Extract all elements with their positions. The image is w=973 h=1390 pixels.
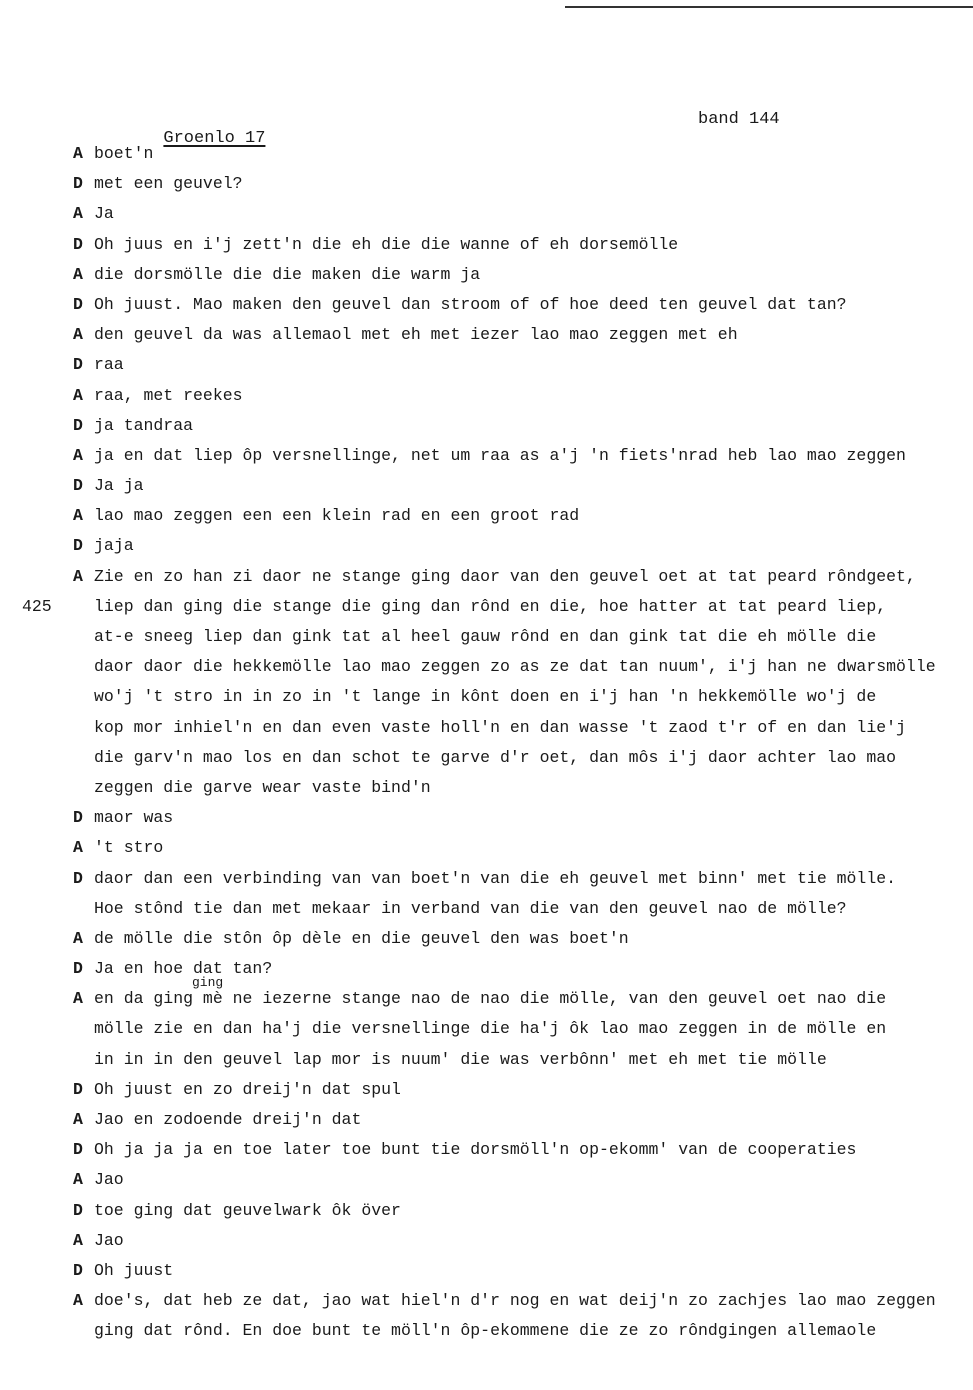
line-text: Ja en hoe dat tan? [94,959,273,979]
line-text: Oh juust. Mao maken den geuvel dan stroom of of hoe deed ten geuvel dat tan? [94,294,847,314]
transcript-line [0,381,973,411]
speaker-label: D [73,294,83,314]
speaker-label: A [73,385,83,405]
speaker-label: D [73,1200,83,1220]
transcript [0,139,973,1347]
speaker-label: A [73,445,83,465]
line-text: liep dan ging die stange die ging dan rônd en die, hoe hatter at tat peard liep, [94,596,887,616]
line-text: die dorsmölle die die maken die warm ja [94,264,481,284]
transcript-line [0,773,973,803]
line-text: lao mao zeggen een een klein rad en een groot rad [94,506,580,526]
transcript-line [0,139,973,169]
speaker-label: D [73,174,83,194]
line-text: Oh juus en i'j zett'n die eh die die wanne of eh dorsemölle [94,234,679,254]
line-text: toe ging dat geuvelwark ôk över [94,1200,401,1220]
speaker-label: A [73,838,83,858]
transcript-line [0,864,973,894]
line-text: boet'n [94,144,154,163]
speaker-label: D [73,1140,83,1160]
transcript-line [0,894,973,924]
speaker-label: D [73,355,83,375]
transcript-line [0,833,973,863]
transcript-line [0,1226,973,1256]
line-text: en da ging mè ne iezerne stange nao de nao die mölle, van den geuvel oet nao die [94,989,887,1009]
line-text: zeggen die garve wear vaste bind'n [94,777,431,797]
speaker-label: A [73,928,83,948]
speaker-label: A [73,989,83,1009]
line-text: met een geuvel? [94,174,243,194]
line-text: ja tandraa [94,415,194,435]
line-text: jaja [94,536,134,556]
line-text: Hoe stônd tie dan met mekaar in verband van die van den geuvel nao de mölle? [94,898,847,918]
transcript-line [0,531,973,561]
speaker-label: A [73,1230,83,1250]
line-text: Ja ja [94,476,144,496]
transcript-line [0,1256,973,1286]
transcript-line [0,471,973,501]
transcript-line [0,592,973,622]
transcript-line [0,260,973,290]
line-text: ja en dat liep ôp versnellinge, net um raa as a'j 'n fiets'nrad heb lao mao zeggen [94,445,906,465]
line-text: Ja [94,204,114,224]
speaker-label: D [73,1079,83,1099]
speaker-label: D [73,1260,83,1280]
speaker-label: A [73,144,83,163]
transcript-line [0,1135,973,1165]
line-text: at-e sneeg liep dan gink tat al heel gauw rônd en dan gink tat die eh mölle die [94,627,877,646]
transcript-line [0,350,973,380]
line-text: 't stro [94,838,164,858]
speaker-label: D [73,415,83,435]
transcript-line [0,954,973,991]
line-text: Zie en zo han zi daor ne stange ging daor van den geuvel oet at tat peard rôndgeet, [94,566,916,586]
line-text: de mölle die stôn ôp dèle en die geuvel den was boet'n [94,928,629,948]
transcript-line [0,622,973,652]
transcript-line [0,682,973,712]
line-text: Oh ja ja ja en toe later toe bunt tie dorsmöll'n op-ekomm' van de cooperaties [94,1140,857,1160]
line-text: raa, met reekes [94,385,243,405]
speaker-label: A [73,1110,83,1129]
line-text: Oh juust [94,1260,174,1280]
place-title: Groenlo 17 [163,129,266,148]
line-text: raa [94,355,124,375]
transcript-line [0,230,973,260]
line-text: Jao [94,1170,124,1190]
speaker-label: A [73,325,83,345]
transcript-line [0,501,973,531]
speaker-label: D [73,959,83,979]
line-text: maor was [94,808,174,828]
speaker-label: D [73,234,83,254]
transcript-line [0,199,973,229]
transcript-line [0,1165,973,1195]
transcript-line [0,1316,973,1346]
transcript-line [0,1196,973,1226]
transcript-line [0,1105,973,1135]
line-text: in in in den geuvel lap mor is nuum' die was verbônn' met eh met tie mölle [94,1049,827,1069]
line-text: Jao en zodoende dreij'n dat [94,1110,362,1129]
transcript-line [0,1286,973,1316]
header-band: band 144 [698,110,780,129]
transcript-line [0,169,973,199]
line-text: Oh juust en zo dreij'n dat spul [94,1079,401,1099]
speaker-label: D [73,868,83,888]
speaker-label: A [73,566,83,586]
line-text: mölle zie en dan ha'j die versnellinge die ha'j ôk lao mao zeggen in de mölle en [94,1019,887,1039]
line-text: daor daor die hekkemölle lao mao zeggen zo as ze dat tan nuum', i'j han ne dwarsmölle [94,657,936,677]
transcript-line [0,290,973,320]
speaker-label: A [73,506,83,526]
speaker-label: A [73,204,83,224]
line-text: die garv'n mao los en dan schot te garve d'r oet, dan môs i'j daor achter lao mao [94,747,897,767]
transcript-line [0,713,973,743]
transcript-line [0,562,973,592]
transcript-line [0,411,973,441]
line-text: daor dan een verbinding van van boet'n van die eh geuvel met binn' met tie mölle. [94,868,897,888]
transcript-line [0,924,973,954]
transcript-line [0,1045,973,1075]
speaker-label: D [73,808,83,828]
line-text: doe's, dat heb ze dat, jao wat hiel'n d'r nog en wat deij'n zo zachjes lao mao zeggen [94,1291,936,1311]
interlinear-insert: ging [192,975,224,991]
transcript-line [0,1075,973,1105]
line-text: kop mor inhiel'n en dan even vaste holl'n en dan wasse 't zaod t'r of en dan lie'j [94,717,906,737]
line-text: den geuvel da was allemaol met eh met iezer lao mao zeggen met eh [94,325,738,345]
line-text: wo'j 't stro in in zo in 't lange in kônt doen en i'j han 'n hekkemölle wo'j de [94,687,877,707]
transcript-line [0,320,973,350]
line-text: ging dat rônd. En doe bunt te möll'n ôp-ekommene die ze zo rôndgingen allemaole [94,1321,877,1341]
top-rule [565,6,973,8]
transcript-line [0,652,973,682]
transcript-line [0,441,973,471]
transcript-line [0,743,973,773]
transcript-line [0,1014,973,1044]
margin-number: 425 [22,596,52,616]
line-text: Jao [94,1230,124,1250]
speaker-label: D [73,476,83,496]
transcript-line [0,803,973,833]
speaker-label: D [73,536,83,556]
transcript-line [0,984,973,1014]
speaker-label: A [73,1291,83,1311]
speaker-label: A [73,1170,83,1190]
speaker-label: A [73,264,83,284]
